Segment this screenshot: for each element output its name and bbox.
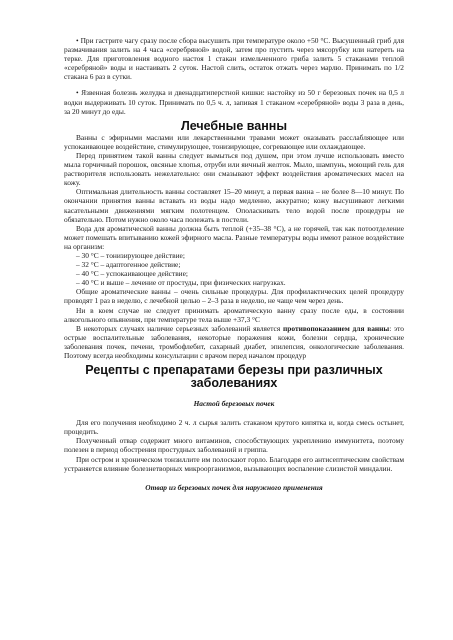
document-page [64,36,404,492]
contraindication-emphasis: противопоказанием для ванны [283,323,390,333]
baths-paragraph-7-end: : это острые воспалительные заболевания, некоторые поражения кожи, болезни сердца, хронические заболевания почек, печени, тромбофлебит, сахарный диабет, эпилепсия, онкологические заболевания. Поэтому всегда необходимы консультации с врачом перед началом процедур [64,323,405,360]
baths-paragraph-3: Оптимальная длительность ванны составляет 15–20 минут, а первая ванна – не более 8—10 минут. По окончании принятия ванны вставать из воды надо медленно, аккуратно; кожу высушивают легкими касательными движениями мягким полотенцем. Ополаскивать тело водой после процедуры не обязательно. Потом нужно около часа полежать в постели. [64,187,404,224]
infusion-paragraph-1: Для его получения необходимо 2 ч. л сырья залить стаканом крутого кипятка и, когда смесь остынет, процедить. [64,418,404,437]
infusion-paragraph-2: Полученный отвар содержит много витаминов, способствующих укреплению иммунитета, поэтому полезен в период обострения простудных заболеваний и гриппа. [64,436,404,455]
section-heading-recipes: Рецепты с препаратами березы при различных заболеваниях [85,363,383,391]
temperature-item: – 40 °С – успокаивающее действие; [76,269,188,279]
temperature-item: – 32 °С – адаптогенное действие; [76,260,181,270]
paragraph-ulcer: • Язвенная болезнь желудка и двенадцатиперстной кишки: настойку из 50 г березовых почек на 0,5 л водки выдерживать 10 суток. Принимать по 0,5 ч. л, запивая 1 стаканом «серебряной» воды 3 раза в день, за 20 минут до еды. [64,88,404,116]
baths-paragraph-2: Перед принятием такой ванны следует вымыться под душем, при этом лучше использовать вместо мыла горчичный порошок, овсяные хлопья, отруби или яичный желток. Мыло, шампунь, моющий гель для растворителя использовать нежелательно: они смазывают эффект воздействия ароматических масел на кожу. [64,150,404,188]
temperature-list [76,251,404,287]
temperature-item: – 30 °С – тонизирующее действие; [76,250,185,260]
infusion-paragraph-3: При остром и хроническом тонзиллите им полоскают горло. Благодаря его антисептическим свойствам устраняется влияние болезнетворных микроорганизмов, вызывающих воспаление слизистой миндалин. [64,454,404,473]
temperature-item: – 40 °С и выше – лечение от простуды, при физических нагрузках. [76,278,286,288]
subheading-infusion: Настой березовых почек [193,399,275,409]
baths-paragraph-7-start: В некоторых случаях наличие серьезных заболеваний является [76,323,284,333]
subheading-decoction: Отвар из березовых почек для наружного применения [145,482,323,492]
baths-paragraph-4: Вода для ароматической ванны должна быть теплой (+35–38 °С), а не горячей, так как потоотделение может помешать впитыванию кожей эфирного масла. Разные температуры воды имеют разное воздействие на организм: [64,223,404,251]
baths-paragraph-5: Общие ароматические ванны – очень сильные процедуры. Для профилактических целей процедуру проводят 1 раз в неделю, с лечебной целью – 2–3 раза в неделю, не чаще чем через день. [64,287,404,306]
baths-paragraph-1: Ванны с эфирными маслами или лекарственными травами может оказывать расслабляющее или успокаивающее воздействие, стимулирующее, тонизирующее, согревающее или охлаждающее. [64,132,404,151]
baths-paragraph-6: Ни в коем случае не следует принимать ароматическую ванну сразу после еды, в состоянии алкогольного опьянения, при температуре тела выше +37,3 °С [64,305,404,324]
paragraph-gastritis: • При гастрите чагу сразу после сбора высушить при температуре около +50 °С. Высушенный гриб для размачивания залить на 4 часа «серебряной» водой, затем про пустить через мясорубку или натереть на терке. Для приготовления водного настоя 1 стакан измельченного гриба залить 5 стаканами теплой «серебряной» воды и настаивать 2 суток. Настой слить, остаток отжать через марлю. Принимать по 1/2 стакана 6 раз в сутки. [64,36,404,82]
section-heading-baths: Лечебные ванны [180,118,288,133]
baths-paragraph-7 [64,324,404,360]
